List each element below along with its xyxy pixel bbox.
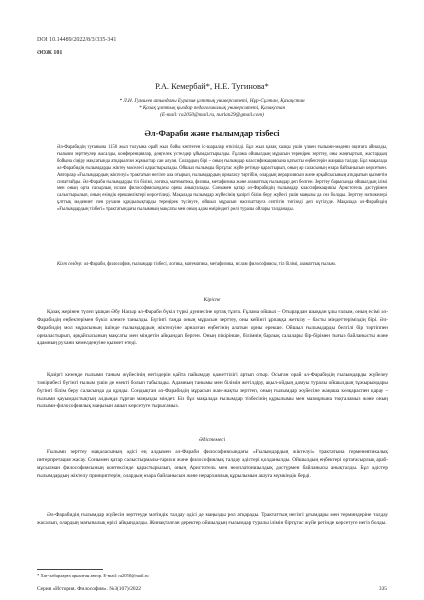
udc-code: ӘОЖ 101 — [37, 50, 63, 56]
article-title: Әл-Фараби және ғылымдар тізбесі — [144, 128, 280, 138]
keywords-label: Кілт сөздер: — [57, 262, 83, 267]
author-list: Р.А. Кемербай*, Н.Е. Тугинова* — [155, 82, 269, 91]
affiliations — [0, 98, 424, 119]
section-heading-intro: Кіріспе — [203, 297, 221, 303]
doi-line: DOI 10.14489/2022/8/3/335-341 — [37, 37, 117, 43]
page-footer — [37, 586, 387, 592]
author-emails: (E-mail: ra2050@mail.ru, nurlan29@gmail.com) — [160, 112, 264, 118]
keywords — [57, 262, 387, 269]
affiliation-1: * Л.Н. Гумилев атындағы Еуразия ұлттық университеті, Нұр-Сұлтан, Қазақстан — [119, 98, 305, 104]
intro-paragraph-2: Қазіргі кезеңде ғылыми таным жүйесінің негіздерін қайта пайымдау қажеттілігі артып отыр. Осыған орай әл-Фарабидің ғылымдарды жүйелеу тәжірибесі бүгінгі ғылым үшін де өзекті болып табылады. Адамның танымы мен білімін жетілдіру, ақыл-ойдың дамуы туралы ойшылдың тұжырымдары бүгінгі білім беру саласында да құнды. Сондықтан әл-Фарабидің мұрасын жан-жақты зерттеп, оның ғылымдар жүйесіне жаңаша көзқараспен қарау – ғылыми қауымдастықтың алдында тұрған маңызды міндет. Біз бұл мақалада ғылымдар тізбесінің құрылымы мен мазмұнына тоқталамыз және оның ғылыми-философиялық маңызын ашып көрсетуге тырысамыз. — [37, 372, 388, 410]
footnote-divider — [37, 569, 103, 570]
intro-paragraph-1: Қазақ жерінен түлеп ұшқан Әбу Насыр әл-Фараби бүкіл түркі дүниесіне ортақ тұлға. Ғұлама ойшыл – Отырардан шыққан ұлы ғалым, оның есімі әл-Фарабидің еңбектерімен бүкіл әлемге танылды. Бүгінгі таңда оның мұрасын зерттеу, оны кейінгі ұрпаққа жеткізу – басты міндеттеріміздің бірі. Әл-Фарабидің мол мұрасының ішінде ғылымдардың жіктелуіне арналған еңбегінің алатын орны ерекше. Ойшыл ғылымдарды белгілі бір тәртіппен орналастырып, әрқайсысының мақсаты мен міндетін айқындап берген. Оның пікірінше, білімнің барлық салалары бір-бірімен тығыз байланысты және адамның рухани кемелденуіне қызмет етеді. — [37, 309, 388, 347]
methods-paragraph-1: Ғылыми зерттеу мақаласының әдісі ең алдымен әл-Фараби философиясындағы «Ғылымдардың жіктелуі» трактатына герменевтикалық интерпретация жасау. Сонымен қатар салыстырмалы-тарихи және философиялық талдау әдістері қолданылды. Ойшылдың еңбектері ортағасырлық араб-мұсылман философиясының контексінде қарастырылып, оның Аристотель мен неоплатоншылдық дәстүрмен байланысы анықталды. Бұл әдістер ғылымдардың жіктелу принциптерін, олардың өзара байланысын және иерархиялық құрылымын ашуға мүмкіндік берді. — [37, 449, 388, 479]
methods-paragraph-2: Әл-Фарабидің ғылымдар жүйесін зерттеуде мәтіндік талдау әдісі де маңызды рөл атқарады. Трактаттың негізгі ұғымдары мен терминдеріне талдау жасалып, олардың мағыналық өрісі айқындалды. Жинақталған деректер ойшылдың ғылымдар туралы ілімін біртұтас жүйе ретінде көрсетуге негіз болды. — [37, 512, 388, 526]
page-number: 335 — [378, 586, 387, 592]
section-heading-methods: Әдістемесі — [198, 437, 226, 443]
affiliation-2: * Қазақ ұлттық қыздар педагогикалық университеті, Қазақстан — [138, 105, 286, 111]
footnote: * Хат-хабарларға арналған автор. E-mail: ra2050@mail.ru — [37, 573, 149, 578]
abstract: Әл-Фарабидің туғанына 1150 жыл толуына орай жыл бойы көптеген іс-шаралар өткізілді. Бұл жыл қазақ халқы үшін үлкен ғылыми-мәдени оқиғаға айналды, ғылыми зерттеулер жасалды, конференциялар, дөңгелек үстелдер ұйымдастырылды. Ғұлама ойшылдың мұрасын тереңірек зерттеу, оны жаңғыртып, жастардың бойына сіңіру мақсатында атқарылған жұмыстар сан алуан. Солардың бірі – оның ғылымдар классификациясына қатысты еңбектерін жаңаша талдау. Бұл мақалада әл-Фарабидің ғылымдарды жіктеу мәселесі қарастырылады. Ойшыл ғылымды біртұтас жүйе ретінде қарастырып, оның әр саласының өзара байланысын көрсеткен. Авторлар «Ғылымдардың жіктелуі» трактатын негізге ала отырып, ғылымдардың орналасу тәртібін, олардың иерархиясын және әрқайсысының атқаратын қызметін сипаттайды. Әл-Фараби ғылымдарды тіл білімі, логика, математика, физика, метафизика және азаматтық ғылымдар деп бөлген. Зерттеу барысында ойшылдың ілімі мен оның орта ғасырлық ислам философиясындағы орны анықталады. Сонымен қатар әл-Фарабидің ғылымдар классификациясы Аристотель дәстүрімен салыстырылып, оның өзіндік ерекшеліктері көрсетіледі. Мақалада ғылымдар жүйесінің қазіргі білім беру жүйесі үшін маңызы да сөз болады. Зерттеу нәтижелері ұлттық мәдениет пен рухани құндылықтарды тереңірек түсінуге, ойшыл мұрасын насихаттауға септігін тигізеді деп күтілуде. Мақалада әл-Фарабидің «Ғылымдардың тізбегі» трактатындағы ғылымның мақсаты мен оның адам өміріндегі рөлі туралы ойлары талданады. — [57, 145, 387, 213]
keywords-text: әл-Фараби, философия, ғылымдар тізбесі, логика, математика, метафизика, ислам философиясы, тіл білімі, азаматтық ғылым. — [83, 262, 336, 267]
journal-series: Серия «История. Философия». №3(107)/2022 — [37, 586, 141, 592]
